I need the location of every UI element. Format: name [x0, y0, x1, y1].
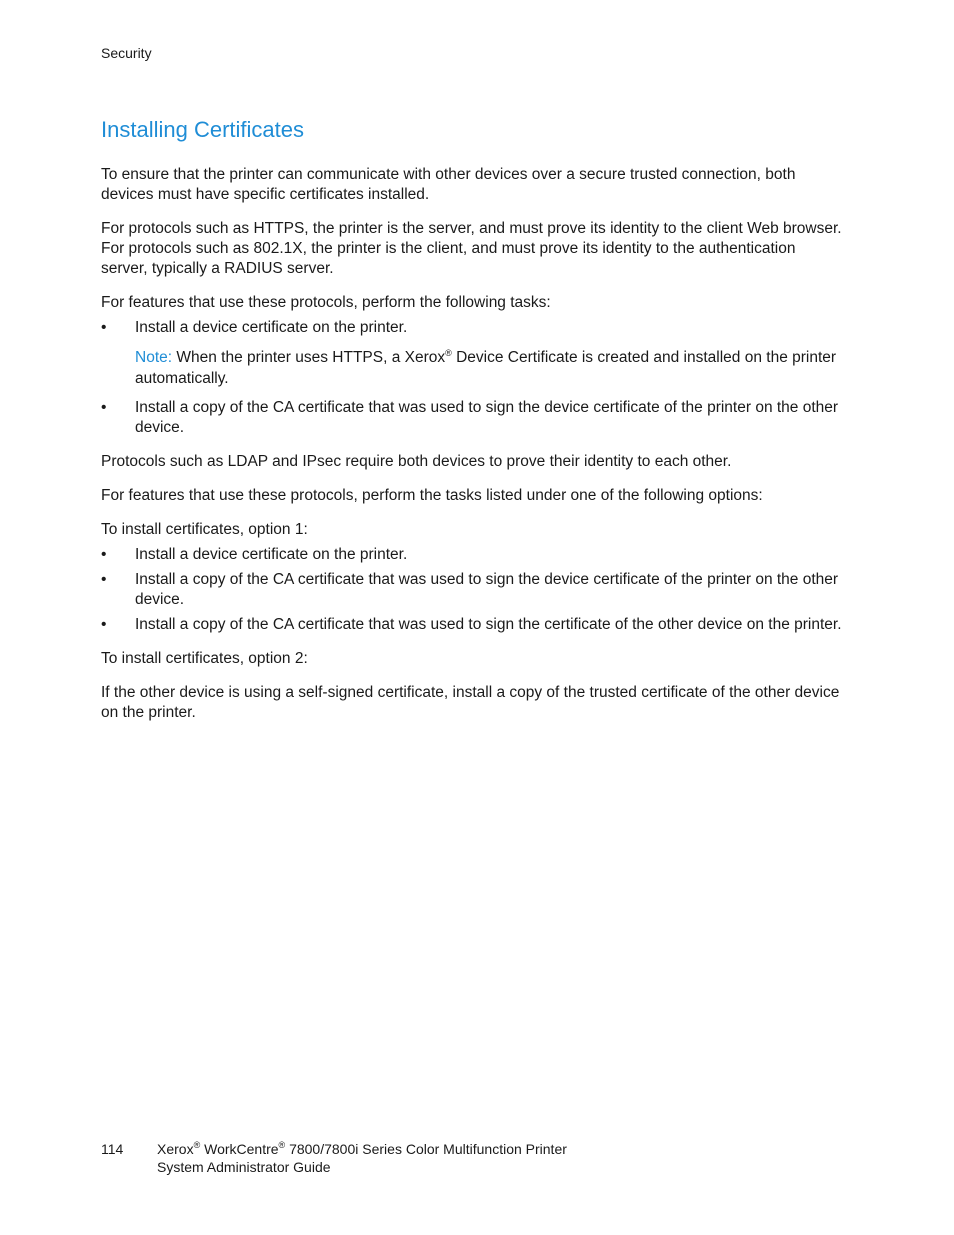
tasks-intro: For features that use these protocols, perform the following tasks: [101, 294, 551, 311]
bullet-icon: • [101, 546, 107, 563]
list-item [101, 545, 846, 565]
product-line [157, 1140, 567, 1158]
bullet-icon: • [101, 399, 107, 416]
registered-mark: ® [193, 1140, 201, 1150]
self-signed-paragraph: If the other device is using a self-signed certificate, install a copy of the trusted certificate of the other device on the printer. [101, 684, 840, 721]
list-item [101, 570, 846, 610]
bullet-icon: • [101, 319, 107, 336]
option-2-heading: To install certificates, option 2: [101, 650, 308, 667]
note-label: Note: [135, 349, 173, 366]
list-item [101, 615, 846, 635]
list-item [101, 318, 846, 338]
note-text: When the printer uses HTTPS, a Xerox [172, 349, 446, 366]
bullet-icon: • [101, 571, 107, 588]
list-item-text: Install a device certificate on the printer. [135, 319, 408, 336]
product-series: 7800/7800i Series Color Multifunction Printer [285, 1141, 567, 1157]
list-item-text: Install a copy of the CA certificate that was used to sign the device certificate of the printer on the other device. [135, 399, 839, 436]
guide-name: System Administrator Guide [157, 1159, 331, 1175]
options-paragraph: For features that use these protocols, perform the tasks listed under one of the following options: [101, 487, 763, 504]
list-item-text: Install a device certificate on the printer. [135, 546, 408, 563]
list-item [101, 398, 846, 438]
product-name: WorkCentre [200, 1141, 279, 1157]
note-text: Device Certificate is created and installed on the printer automatically. [135, 349, 837, 387]
running-header: Security [101, 45, 152, 61]
page-number: 114 [101, 1141, 124, 1157]
option-1-list [101, 545, 846, 635]
brand-name: Xerox [157, 1141, 194, 1157]
protocols-paragraph: For protocols such as HTTPS, the printer is the server, and must prove its identity to the client Web browser. For protocols such as 802.1X, the printer is the client, and must prove its identity to the authentication server, typically a RADIUS server. [101, 220, 842, 277]
option-1-heading: To install certificates, option 1: [101, 521, 308, 538]
document-body [101, 116, 846, 723]
intro-paragraph: To ensure that the printer can communicate with other devices over a secure trusted connection, both devices must have specific certificates installed. [101, 166, 796, 203]
mutual-auth-paragraph: Protocols such as LDAP and IPsec require both devices to prove their identity to each other. [101, 453, 732, 470]
registered-mark: ® [445, 348, 452, 358]
task-list [101, 398, 846, 438]
task-list [101, 318, 846, 338]
page-title: Installing Certificates [101, 117, 304, 142]
list-item-text: Install a copy of the CA certificate that was used to sign the device certificate of the printer on the other device. [135, 571, 839, 608]
note [135, 347, 846, 389]
registered-mark: ® [278, 1140, 286, 1150]
list-item-text: Install a copy of the CA certificate that was used to sign the certificate of the other device on the printer. [135, 616, 842, 633]
bullet-icon: • [101, 616, 107, 633]
document-title [157, 1140, 567, 1176]
